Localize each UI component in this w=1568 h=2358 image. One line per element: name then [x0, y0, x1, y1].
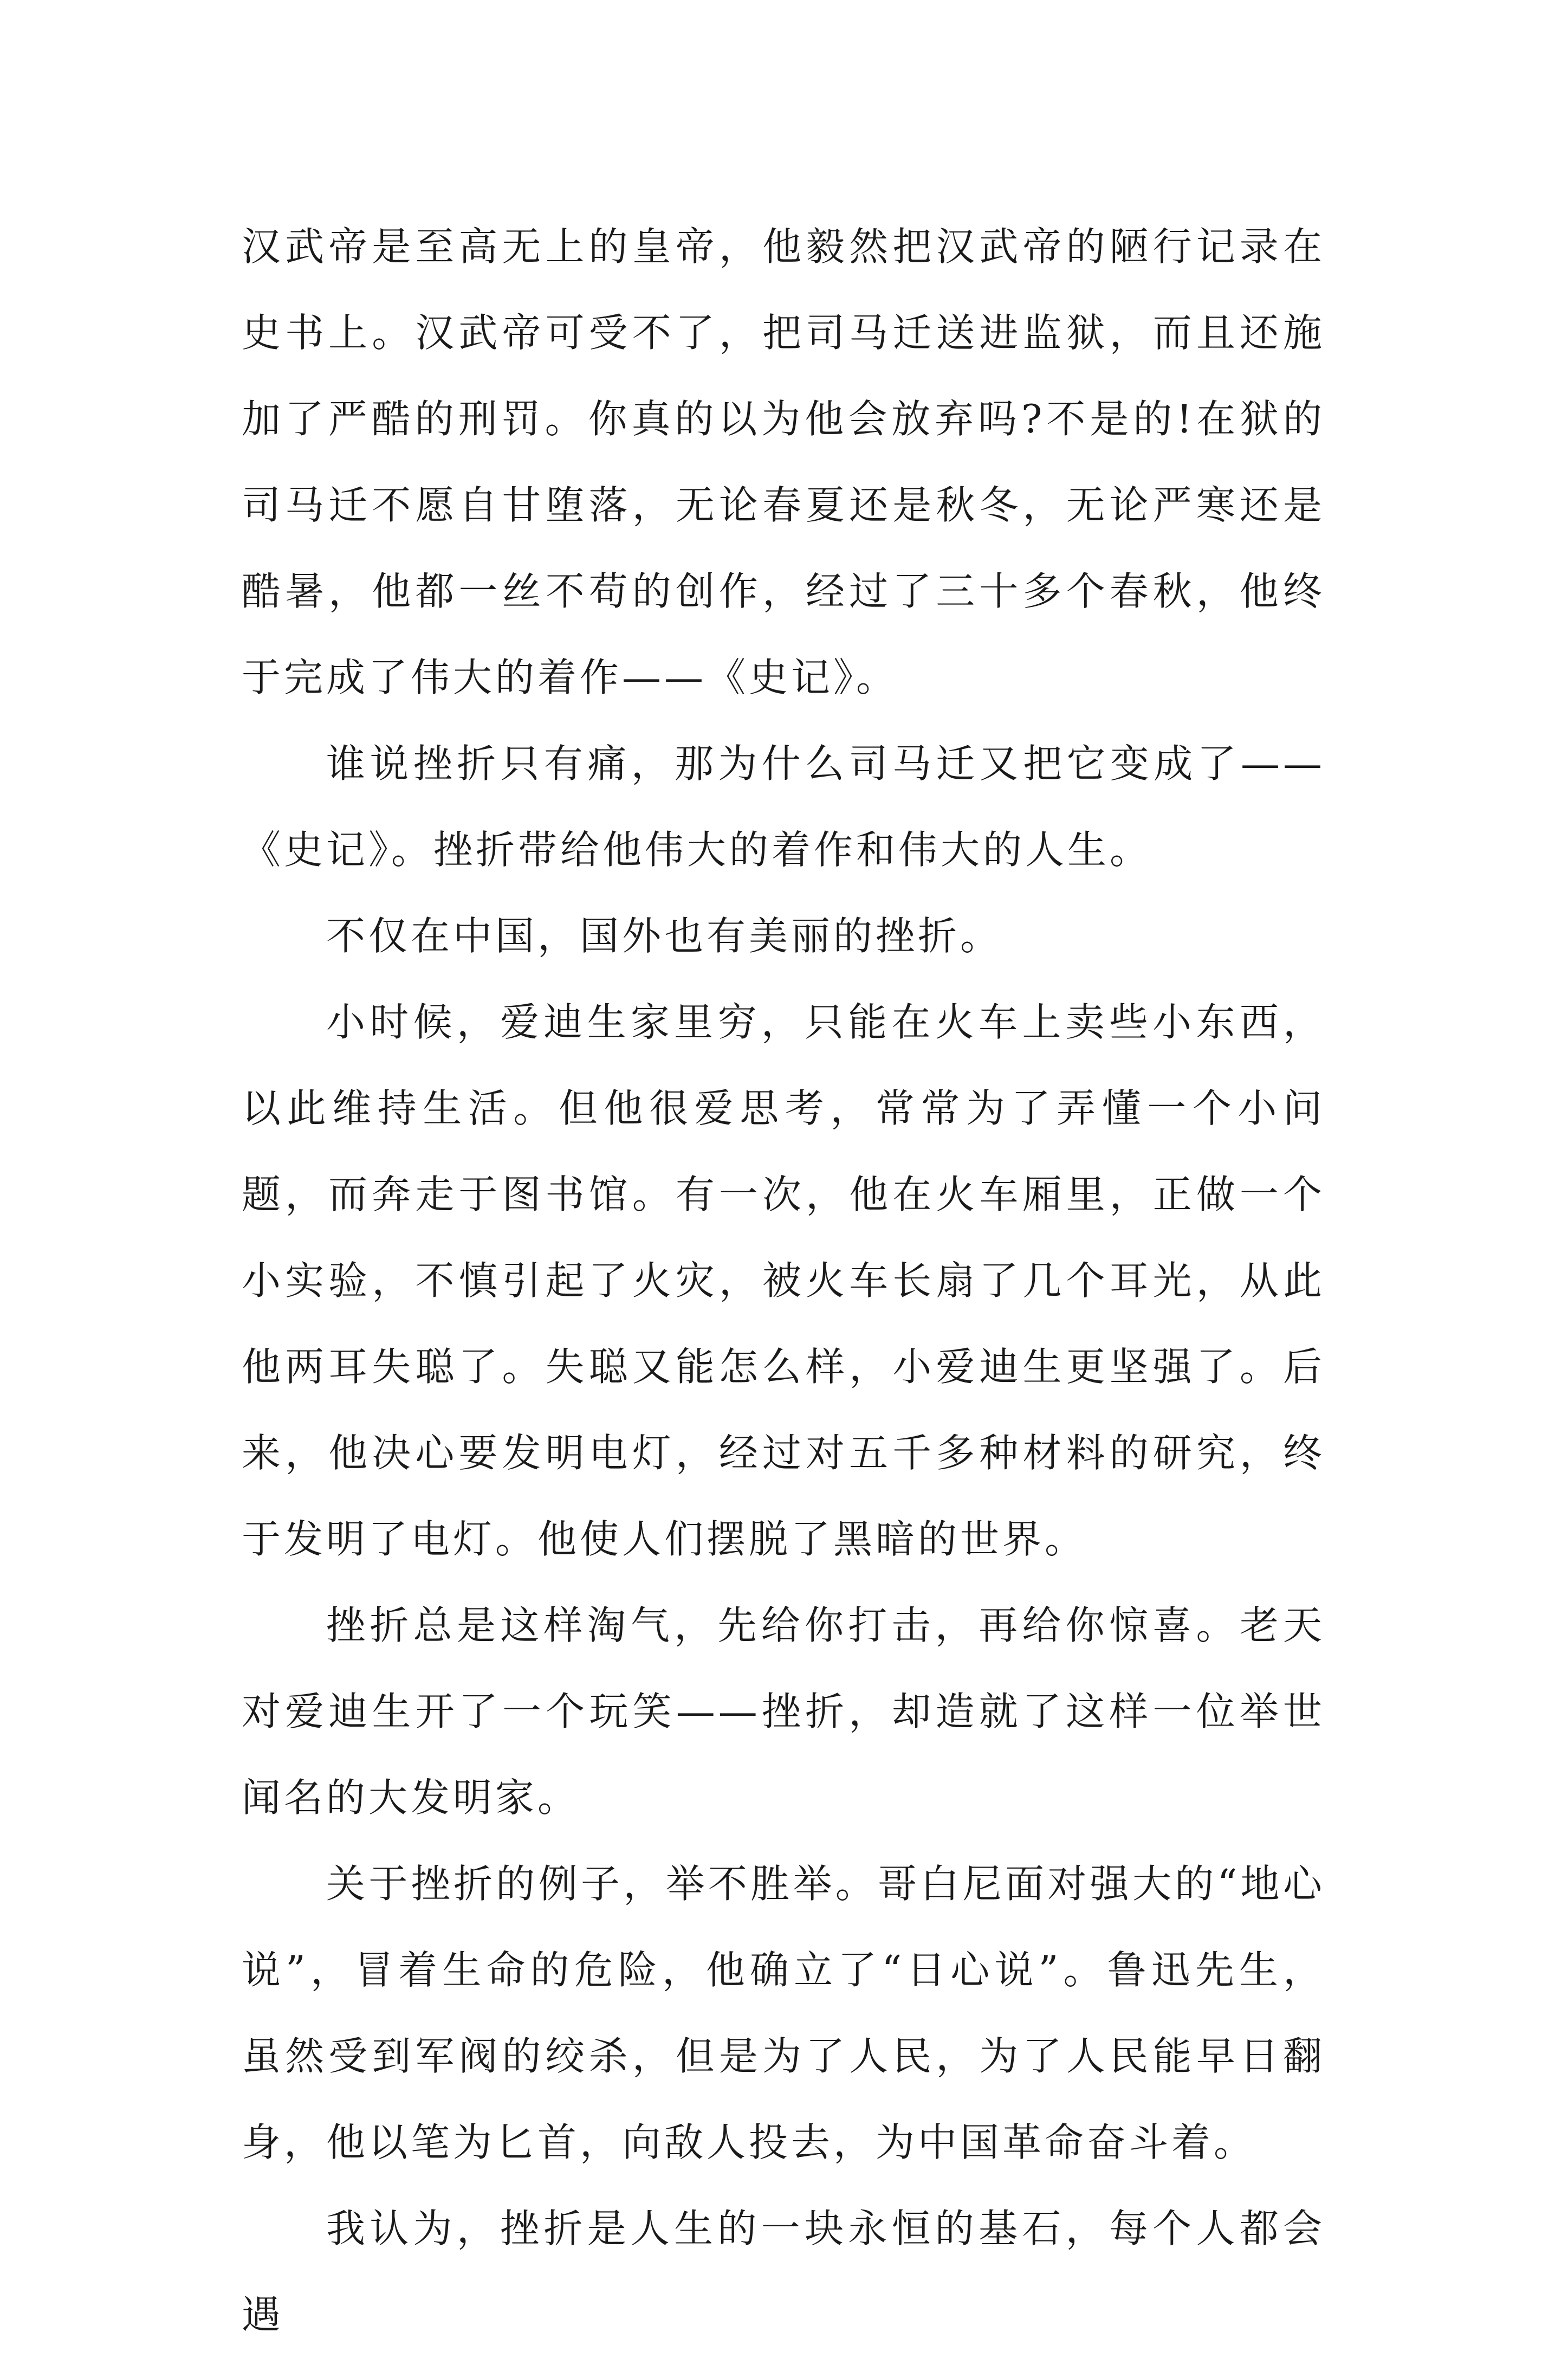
paragraph-1: 汉武帝是至高无上的皇帝，他毅然把汉武帝的陋行记录在史书上。汉武帝可受不了，把司马迁送进监狱，而且还施加了严酷的刑罚。你真的以为他会放弃吗?不是的!在狱的司马迁不愿自甘堕落，无论春夏还是秋冬，无论严寒还是酷暑，他都一丝不苟的创作，经过了三十多个春秋，他终于完成了伟大的着作——《史记》。 [242, 224, 1325, 700]
paragraph-2: 谁说挫折只有痛，那为什么司马迁又把它变成了——《史记》。挫折带给他伟大的着作和伟大的人生。 [242, 741, 1325, 873]
paragraph-7: 我认为，挫折是人生的一块永恒的基石，每个人都会遇 [242, 2206, 1325, 2337]
paragraph-4: 小时候，爱迪生家里穷，只能在火车上卖些小东西，以此维持生活。但他很爱思考，常常为了弄懂一个小问题，而奔走于图书馆。有一次，他在火车厢里，正做一个小实验，不慎引起了火灾，被火车长扇了几个耳光，从此他两耳失聪了。失聪又能怎么样，小爱迪生更坚强了。后来，他决心要发明电灯，经过对五千多种材料的研究，终于发明了电灯。他使人们摆脱了黑暗的世界。 [242, 999, 1325, 1562]
paragraph-6: 关于挫折的例子，举不胜举。哥白尼面对强大的“地心说”，冒着生命的危险，他确立了“日心说”。鲁迅先生，虽然受到军阀的绞杀，但是为了人民，为了人民能早日翻身，他以笔为匕首，向敌人投去，为中国革命奋斗着。 [242, 1861, 1325, 2165]
document-body [242, 204, 1325, 2358]
paragraph-3: 不仅在中国，国外也有美丽的挫折。 [326, 913, 1003, 959]
paragraph-5: 挫折总是这样淘气，先给你打击，再给你惊喜。老天对爱迪生开了一个玩笑——挫折，却造就了这样一位举世闻名的大发明家。 [242, 1603, 1325, 1820]
